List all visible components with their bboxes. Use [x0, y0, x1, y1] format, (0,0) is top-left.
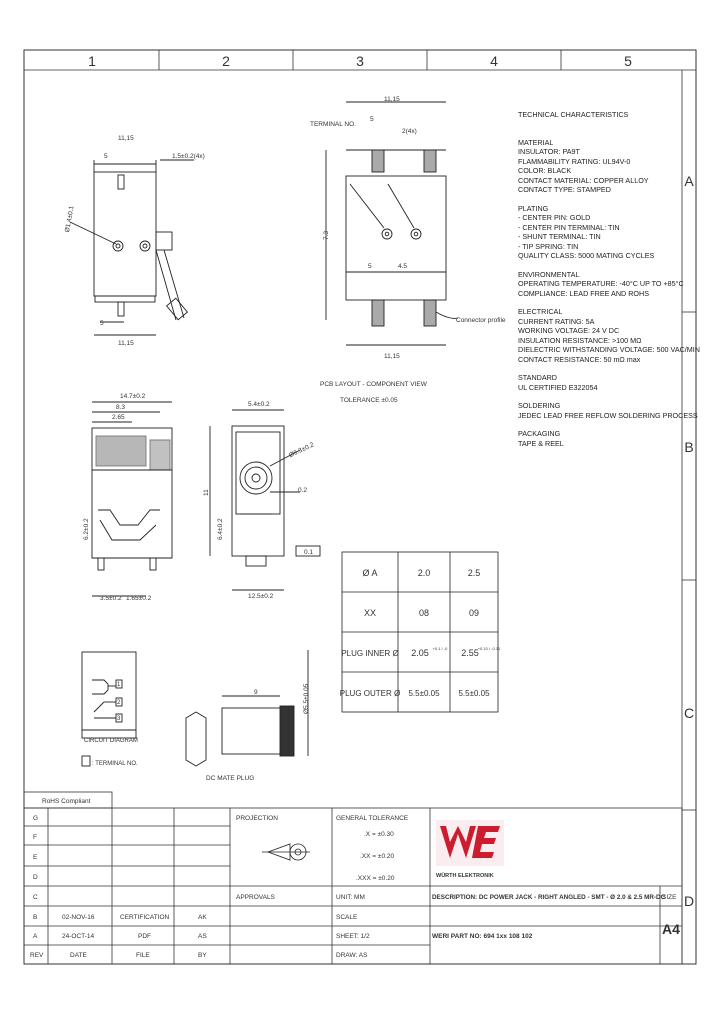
pcb-tolerance: TOLERANCE ±0.05	[340, 397, 398, 404]
tc-line: QUALITY CLASS: 5000 MATING CYCLES	[518, 251, 655, 260]
dim-35: 3.5±0.2	[100, 595, 122, 602]
terminal-note: : TERMINAL NO.	[92, 761, 138, 767]
spec-inner-2: 2.55	[461, 648, 479, 658]
rev-g: G	[33, 815, 39, 822]
rev-b: B	[33, 914, 38, 921]
rev-a: A	[33, 933, 38, 940]
tc-line: MATERIAL	[518, 137, 554, 147]
rohs-compliant: RoHS Compliant	[42, 798, 91, 805]
tc-line: JEDEC LEAD FREE REFLOW SOLDERING PROCESS	[518, 410, 698, 420]
dim-2-4x: 2(4x)	[402, 128, 417, 135]
dim-02: 0.2	[298, 487, 308, 494]
tc-section-electrical	[518, 307, 716, 364]
spec-a-25: 2.5	[467, 568, 481, 578]
rev-e: E	[33, 854, 38, 861]
draw-label: DRAW: AS	[336, 952, 368, 959]
tc-section-environmental	[518, 270, 716, 299]
rev-header: REV	[30, 952, 44, 959]
flatness-tolerance: 0.1	[304, 549, 314, 556]
tc-line: DIELECTRIC WITHSTANDING VOLTAGE: 500 VAC/MIN	[518, 345, 700, 354]
tc-line: CONTACT TYPE: STAMPED	[518, 185, 611, 194]
rev-b-file: CERTIFICATION	[120, 914, 170, 921]
tc-line: - SHUNT TERMINAL: TIN	[518, 232, 601, 241]
spec-label-xx: XX	[363, 608, 377, 618]
dim-1115-pcb-top: 11,15	[384, 96, 400, 103]
tc-section-soldering	[518, 401, 716, 420]
rev-c: C	[33, 894, 38, 901]
approvals-label: APPROVALS	[236, 894, 275, 901]
pin-3: 3	[117, 716, 121, 722]
tc-title: TECHNICAL CHARACTERISTICS	[518, 110, 629, 119]
dim-5-top: 5	[104, 153, 108, 160]
tc-line: CONTACT MATERIAL: COPPER ALLOY	[518, 175, 649, 185]
tc-line: STANDARD	[518, 373, 558, 382]
spec-a-20: 2.0	[417, 568, 431, 578]
tc-line: CURRENT RATING: 5A	[518, 316, 595, 326]
dim-11: 11	[203, 489, 210, 496]
technical-characteristics	[518, 110, 716, 457]
tc-line: - TIP SPRING: TIN	[518, 241, 579, 251]
tc-line: FLAMMABILITY RATING: UL94V-0	[518, 156, 631, 166]
spec-xx-2: 09	[468, 608, 480, 618]
grid-col-3: 3	[356, 53, 364, 69]
tc-line: INSULATION RESISTANCE: >100 MΩ	[518, 335, 642, 345]
rev-a-date: 24-OCT-14	[62, 933, 95, 940]
tolerance-xx: .XX = ±0.20	[360, 853, 395, 860]
spec-label-inner: PLUG INNER Ø	[341, 649, 399, 658]
dim-265: 2.65	[112, 414, 125, 421]
tc-line: PACKAGING	[518, 429, 561, 438]
tc-section-material	[518, 138, 716, 195]
dim-73: 7.3	[323, 230, 330, 240]
dim-9-plug: 9	[254, 689, 258, 696]
pin-2: 2	[117, 700, 121, 706]
tc-section-packaging	[518, 429, 716, 448]
dim-diam-63: Ø6.3±0.2	[287, 441, 316, 460]
tc-line: INSULATOR: PA9T	[518, 147, 580, 156]
spec-outer-1: 5.5±0.05	[408, 689, 440, 698]
dim-147: 14.7±0.2	[120, 393, 146, 400]
dim-125: 12.5±0.2	[248, 593, 274, 600]
date-header: DATE	[70, 952, 87, 959]
plug-title: DC MATE PLUG	[206, 775, 255, 782]
tc-line: - CENTER PIN TERMINAL: TIN	[518, 222, 620, 232]
grid-col-1: 1	[88, 53, 96, 69]
tc-section-standard	[518, 373, 716, 392]
tolerance-x: .X = ±0.30	[364, 831, 394, 838]
grid-col-2: 2	[222, 53, 230, 69]
dim-diam-14: Ø1.4±0.1	[63, 205, 76, 233]
spec-inner-1: 2.05	[411, 648, 429, 658]
dim-5-pcb-bottom: 5	[368, 263, 372, 270]
tolerance-xxx: .XXX = ±0.20	[356, 875, 395, 882]
dim-1115-pcb-bottom: 11,15	[384, 353, 400, 360]
grid-row-d: D	[683, 893, 695, 909]
tc-line: CONTACT RESISTANCE: 50 mΩ max	[518, 354, 641, 364]
rev-d: D	[33, 874, 38, 881]
dim-1115-top: 11,15	[118, 135, 134, 142]
pin-1: 1	[117, 682, 121, 688]
rev-a-by: AS	[198, 933, 207, 940]
dim-54: 5.4±0.2	[248, 401, 270, 408]
dim-5-bottom: 5	[100, 320, 104, 327]
tc-section-plating	[518, 204, 716, 261]
grid-row-c: C	[683, 705, 695, 721]
tc-line: ENVIRONMENTAL	[518, 269, 580, 279]
company-name: WÜRTH ELEKTRONIK	[436, 873, 494, 879]
description: DESCRIPTION: DC POWER JACK - RIGHT ANGLED - SMT - Ø 2.0 & 2.5 MR-DC	[432, 894, 666, 901]
dim-165: 1.65±0.2	[126, 595, 152, 602]
dim-83: 8.3	[116, 404, 126, 411]
by-header: BY	[198, 952, 207, 959]
tc-line: OPERATING TEMPERATURE: -40°C UP TO +85°C	[518, 279, 684, 288]
tc-line: - CENTER PIN: GOLD	[518, 213, 591, 222]
sheet-label: SHEET: 1/2	[336, 933, 370, 940]
size-value: A4	[662, 921, 680, 937]
grid-col-5: 5	[624, 53, 632, 69]
spec-outer-2: 5.5±0.05	[458, 689, 490, 698]
spec-label-outer: PLUG OUTER Ø	[339, 689, 401, 698]
size-label: SIZE	[662, 894, 677, 901]
rev-b-by: AK	[198, 914, 207, 921]
spec-label-a: Ø A	[362, 568, 378, 578]
rev-f: F	[33, 834, 37, 841]
rev-a-file: PDF	[138, 933, 151, 940]
spec-inner-2-tol: +0.10 / -0.10	[477, 646, 501, 651]
connector-profile-label: Connector profile	[456, 317, 506, 324]
dim-55-plug: Ø5.5±0.05	[303, 683, 310, 714]
part-number: WERI PART NO: 694 1xx 108 102	[432, 933, 533, 940]
grid-row-a: A	[684, 173, 694, 189]
rev-b-date: 02-NOV-16	[62, 914, 95, 921]
dim-45: 4.5	[398, 263, 408, 270]
pcb-layout-title: PCB LAYOUT - COMPONENT VIEW	[320, 381, 427, 388]
grid-row-b: B	[684, 439, 694, 455]
tc-line: ELECTRICAL	[518, 307, 563, 316]
tc-line: WORKING VOLTAGE: 24 V DC	[518, 326, 620, 335]
terminal-no-label: TERMINAL NO.	[310, 121, 356, 128]
tc-line: COMPLIANCE: LEAD FREE AND ROHS	[518, 288, 649, 298]
spec-xx-1: 08	[418, 608, 430, 618]
tc-line: SOLDERING	[518, 401, 561, 410]
dim-1115-bottom: 11,15	[118, 340, 134, 347]
circuit-diagram-title: CIRCUIT DIAGRAM	[84, 738, 138, 744]
scale-label: SCALE	[336, 914, 358, 921]
dim-64: 6.4±0.2	[217, 518, 224, 540]
grid-col-4: 4	[490, 53, 498, 69]
unit-label: UNIT: MM	[336, 894, 365, 901]
spec-inner-1-tol: +0.1 / -0	[432, 646, 448, 651]
dim-62: 6.2±0.2	[83, 518, 90, 540]
general-tolerance-label: GENERAL TOLERANCE	[336, 815, 409, 822]
tc-line: COLOR: BLACK	[518, 166, 572, 175]
file-header: FILE	[136, 952, 150, 959]
dim-15: 1.5±0.2(4x)	[172, 153, 205, 160]
projection-label: PROJECTION	[236, 815, 278, 822]
tc-line: PLATING	[518, 203, 549, 213]
tc-line: TAPE & REEL	[518, 438, 564, 448]
tc-line: UL CERTIFIED E322054	[518, 382, 598, 392]
dim-5-pcb: 5	[370, 116, 374, 123]
